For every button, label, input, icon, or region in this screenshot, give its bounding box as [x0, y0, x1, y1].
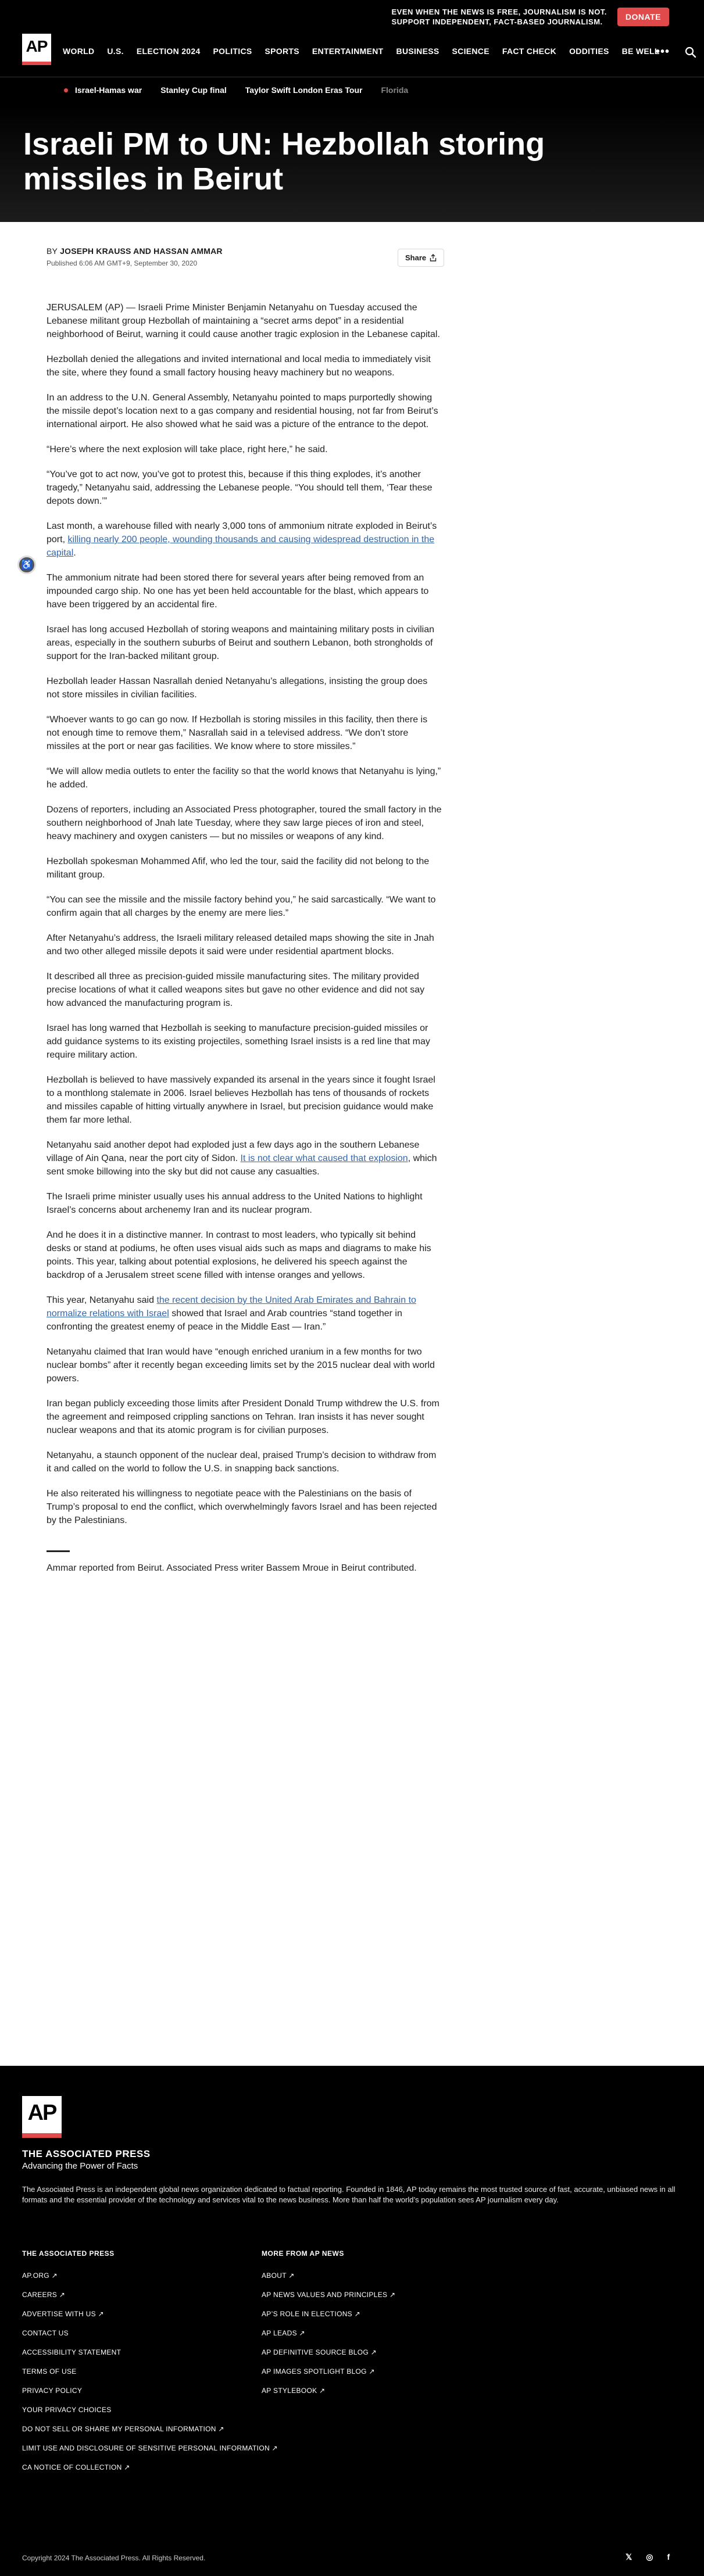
main-nav: [63, 46, 660, 56]
contributor-note: Ammar reported from Beirut. Associated Press writer Bassem Mroue in Beirut contributed.: [47, 1563, 417, 1573]
article-paragraph: Iran began publicly exceeding those limits after President Donald Trump withdrew the U.S. from the agreement and reimposed crippling sanctions on Tehran. Iran insists it has never sought nuclear weapons and that its atomic program is for civilian purposes.: [47, 1399, 439, 1435]
article-paragraph: The Israeli prime minister usually uses his annual address to the United Nations to highlight Israel’s concerns about archenemy Iran and its nuclear program.: [47, 1192, 423, 1215]
footer-column-more-from-ap: [262, 2249, 395, 2406]
footer-ap-logo[interactable]: [22, 2096, 62, 2138]
footer-link[interactable]: AP LEADS ↗: [262, 2329, 305, 2337]
trending-dot-icon: [64, 88, 68, 92]
paragraph-text: .: [73, 548, 76, 558]
footer-link[interactable]: PRIVACY POLICY: [22, 2387, 83, 2395]
footer-tagline: Advancing the Power of Facts: [22, 2161, 138, 2171]
article-paragraph: Israel has long warned that Hezbollah is seeking to manufacture precision-guided missiles or add guidance systems to its existing projectiles, something Israel insists is a red line that may require military action.: [47, 1023, 430, 1060]
nav-item-oddities[interactable]: ODDITIES: [569, 46, 609, 56]
article-paragraph: Hezbollah leader Hassan Nasrallah denied Netanyahu’s allegations, insisting the group does not store missiles in civilian facilities.: [47, 676, 428, 700]
more-menu-button[interactable]: •••: [656, 45, 670, 58]
article-paragraph: After Netanyahu’s address, the Israeli military released detailed maps showing the site in Jnah and two other alleged missile depots it said were under residential apartment blocks.: [47, 933, 434, 956]
footer-link[interactable]: ACCESSIBILITY STATEMENT: [22, 2348, 121, 2356]
article-paragraph: [47, 1294, 442, 1334]
paragraph-text: Netanyahu said another depot had exploded just a few days ago in the southern Lebanese village of Ain Qana, near the port city of Sidon.: [47, 1140, 420, 1163]
paragraph-text: showed that Israel and Arab countries “stand together in confronting the greatest enemy of peace in the Middle East — Iran.”: [47, 1309, 402, 1332]
promo-line-2: SUPPORT INDEPENDENT, FACT-BASED JOURNALISM.: [391, 17, 603, 26]
site-header: [0, 0, 704, 105]
site-footer: [0, 2066, 704, 2576]
article-paragraph: Netanyahu, a staunch opponent of the nuclear deal, praised Trump’s decision to withdraw from it and called on the world to follow the U.S. in snapping back sanctions.: [47, 1450, 437, 1474]
paragraph-text: , which sent smoke billowing into the sky but did not cause any casualties.: [47, 1153, 437, 1177]
article-paragraph: “You’ve got to act now, you’ve got to protest this, because if this thing explodes, it’s another tragedy,” Netanyahu said, addressing the Lebanese people. “You should tell them, ‘Tear these depots down.’”: [47, 470, 433, 506]
article-paragraph: Netanyahu claimed that Iran would have “enough enriched uranium in a few months for two nuclear bombs” after it recently began exceeding limits set by the 2015 nuclear deal with world powers.: [47, 1347, 435, 1384]
nav-item-science[interactable]: SCIENCE: [452, 46, 489, 56]
trending-item-israel-hamas-war[interactable]: Israel-Hamas war: [75, 85, 142, 95]
facebook-icon[interactable]: f: [667, 2552, 670, 2561]
footer-link[interactable]: ADVERTISE WITH US ↗: [22, 2310, 104, 2318]
nav-item-election-2024[interactable]: ELECTION 2024: [136, 46, 201, 56]
published-date: Published 6:06 AM GMT+9, September 30, 2020: [47, 259, 198, 267]
article-paragraph: “Whoever wants to go can go now. If Hezbollah is storing missiles in this facility, then there is not enough time to remove them,” Nasrallah said in a televised address. “We don’t store missiles at the port or near gas facilities. We know where to store missiles.”: [47, 715, 428, 751]
footer-link[interactable]: CONTACT US: [22, 2329, 69, 2337]
article-meta: [0, 222, 704, 301]
article-paragraph: The ammonium nitrate had been stored there for several years after being removed from an impounded cargo ship. No one has yet been held accountable for the blast, which appears to have been triggered by an accidental fire.: [47, 573, 429, 610]
nav-item-sports[interactable]: SPORTS: [265, 46, 299, 56]
inline-article-link[interactable]: the recent decision by the United Arab Emirates and Bahrain to normalize relations with Israel: [47, 1295, 416, 1319]
nav-item-business[interactable]: BUSINESS: [396, 46, 439, 56]
donate-button[interactable]: DONATE: [617, 8, 669, 26]
byline-prefix: BY: [47, 246, 58, 256]
footer-column-associated-press: [22, 2249, 278, 2482]
article-paragraph: JERUSALEM (AP) — Israeli Prime Minister Benjamin Netanyahu on Tuesday accused the Lebanese militant group Hezbollah of maintaining a “secret arms depot” in a residential neighborhood of Beirut, warning it could cause another tragic explosion in the Lebanese capital.: [47, 303, 440, 339]
footer-link[interactable]: DO NOT SELL OR SHARE MY PERSONAL INFORMATION ↗: [22, 2425, 224, 2433]
footer-logo-text: AP: [27, 2101, 56, 2125]
footer-link[interactable]: CA NOTICE OF COLLECTION ↗: [22, 2463, 130, 2471]
share-icon: [430, 254, 437, 261]
article-paragraph: In an address to the U.N. General Assembly, Netanyahu pointed to maps purportedly showing the missile depot’s location next to a gas company and residential housing, not far from Beirut’s international airport. He also showed what he said was a picture of the entrance to the depot.: [47, 393, 438, 429]
article-paragraph: “We will allow media outlets to enter the facility so that the world knows that Netanyahu is lying,” he added.: [47, 766, 441, 790]
footer-link[interactable]: ABOUT ↗: [262, 2272, 295, 2280]
nav-item-entertainment[interactable]: ENTERTAINMENT: [312, 46, 384, 56]
footer-column-title: THE ASSOCIATED PRESS: [22, 2249, 115, 2258]
article-paragraph: [47, 520, 442, 560]
footer-link[interactable]: YOUR PRIVACY CHOICES: [22, 2406, 112, 2414]
instagram-icon[interactable]: ◎: [646, 2552, 653, 2561]
nav-item-world[interactable]: WORLD: [63, 46, 95, 56]
inline-article-link[interactable]: killing nearly 200 people, wounding thousands and causing widespread destruction in the capital: [47, 535, 435, 558]
accessibility-icon[interactable]: ♿: [17, 556, 36, 574]
footer-link[interactable]: AP IMAGES SPOTLIGHT BLOG ↗: [262, 2367, 375, 2376]
article-paragraph: Israel has long accused Hezbollah of storing weapons and maintaining military posts in civilian areas, especially in the southern suburbs of Beirut and southern Lebanon, both strongholds of support for the Iran-backed militant group.: [47, 625, 435, 661]
copyright: Copyright 2024 The Associated Press. All Rights Reserved.: [22, 2554, 206, 2562]
paragraph-text: Last month, a warehouse filled with nearly 3,000 tons of ammonium nitrate exploded in Beirut’s port,: [47, 521, 437, 544]
article-title: Israeli PM to UN: Hezbollah storing missiles in Beirut: [23, 127, 545, 196]
footer-link[interactable]: LIMIT USE AND DISCLOSURE OF SENSITIVE PERSONAL INFORMATION ↗: [22, 2444, 278, 2452]
social-links: [626, 2552, 670, 2562]
trending-item-florida[interactable]: Florida: [381, 85, 409, 95]
trending-list: [64, 85, 408, 95]
footer-link[interactable]: AP STYLEBOOK ↗: [262, 2387, 326, 2395]
footer-link[interactable]: AP’S ROLE IN ELECTIONS ↗: [262, 2310, 360, 2318]
article-paragraph: “You can see the missile and the missile factory behind you,” he said sarcastically. “We want to confirm again that all charges by the enemy are mere lies.”: [47, 895, 436, 918]
footer-link[interactable]: CAREERS ↗: [22, 2291, 66, 2299]
promo-text: [392, 7, 607, 27]
article-paragraph: And he does it in a distinctive manner. In contrast to most leaders, who typically sit behind desks or stand at podiums, he often uses visual aids such as maps and diagrams to make his points. This year, talking about potential explosions, he delivered his speech against the backdrop of a Jerusalem street scene filled with intense oranges and yellows.: [47, 1230, 431, 1280]
share-button[interactable]: [398, 249, 444, 267]
trending-bar: [0, 77, 704, 105]
article-paragraph: “Here’s where the next explosion will take place, right here,” he said.: [47, 445, 328, 454]
footer-link[interactable]: AP DEFINITIVE SOURCE BLOG ↗: [262, 2348, 377, 2356]
nav-item-be-well[interactable]: BE WELL: [621, 46, 660, 56]
article-body: [0, 301, 477, 1575]
article-paragraph: Hezbollah spokesman Mohammed Afif, who led the tour, said the facility did not belong to the militant group.: [47, 857, 430, 880]
footer-org-name: THE ASSOCIATED PRESS: [22, 2148, 151, 2159]
footer-link[interactable]: AP.ORG ↗: [22, 2272, 58, 2280]
article-paragraph: Hezbollah denied the allegations and invited international and local media to immediately visit the site, where they found a small factory housing heavy machinery but no weapons.: [47, 354, 431, 378]
inline-article-link[interactable]: It is not clear what caused that explosion: [240, 1153, 408, 1163]
share-label: Share: [405, 253, 427, 262]
promo-line-1: EVEN WHEN THE NEWS IS FREE, JOURNALISM IS NOT.: [391, 8, 607, 16]
trending-item-taylor-swift[interactable]: Taylor Swift London Eras Tour: [245, 85, 363, 95]
search-icon[interactable]: [685, 46, 696, 58]
article-paragraph: It described all three as precision-guided missile manufacturing sites. The military provided precise locations of what it called weapons sites but gave no other evidence and did not say how advanced the manufacturing program is.: [47, 972, 425, 1008]
article-paragraph: He also reiterated his willingness to negotiate peace with the Palestinians on the basis of Trump’s proposal to end the conflict, which overwhelmingly favors Israel and has been rejected by the Palestinians.: [47, 1489, 437, 1525]
trending-item-stanley-cup-final[interactable]: Stanley Cup final: [160, 85, 227, 95]
footer-links: [262, 2272, 395, 2395]
nav-item-us[interactable]: U.S.: [107, 46, 124, 56]
article-paragraph: [47, 1138, 442, 1178]
footer-link[interactable]: AP NEWS VALUES AND PRINCIPLES ↗: [262, 2291, 396, 2299]
footer-about: The Associated Press is an independent global news organization dedicated to factual reporting. Founded in 1846, AP today remains the most trusted source of fast, accurate, unbiased news in all formats and the essential provider of the technology and services vital to the news business. More than half the world’s population sees AP journalism every day.: [22, 2185, 676, 2204]
logo-text: AP: [26, 37, 48, 55]
ap-logo[interactable]: [22, 34, 51, 65]
article-hero: [0, 105, 704, 222]
footer-link[interactable]: TERMS OF USE: [22, 2367, 77, 2376]
byline: [47, 246, 223, 256]
nav-item-politics[interactable]: POLITICS: [213, 46, 252, 56]
nav-item-fact-check[interactable]: FACT CHECK: [502, 46, 557, 56]
footer-column-title: MORE FROM AP NEWS: [262, 2249, 344, 2258]
article-paragraph: Hezbollah is believed to have massively expanded its arsenal in the years since it fought Israel to a monthlong stalemate in 2006. Israel believes Hezbollah has tens of thousands of rockets and missiles capable of hitting virtually anywhere in Israel, but precision guidance would make them far more lethal.: [47, 1075, 435, 1125]
donate-promo: [392, 7, 670, 27]
footer-links: [22, 2272, 278, 2471]
x-icon[interactable]: 𝕏: [626, 2552, 632, 2561]
article-paragraph: Dozens of reporters, including an Associated Press photographer, toured the small factory in the southern neighborhood of Jnah late Tuesday, where they saw large pieces of iron and steel, heavy machinery and oxygen canisters — but no missiles or weapons of any kind.: [47, 805, 442, 841]
byline-authors[interactable]: JOSEPH KRAUSS AND HASSAN AMMAR: [60, 246, 223, 256]
paragraph-text: This year, Netanyahu said: [47, 1295, 157, 1305]
article-end-divider: [47, 1550, 70, 1552]
